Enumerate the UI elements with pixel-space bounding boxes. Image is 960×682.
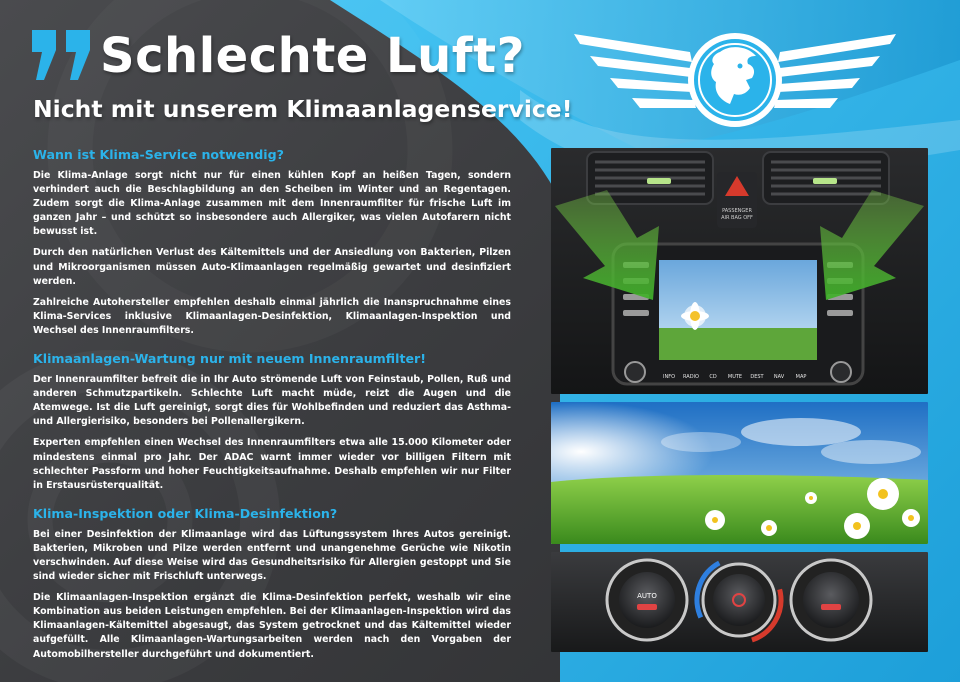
paragraph: Experten empfehlen einen Wechsel des Innenraumfilters etwa alle 15.000 Kilometer oder mindestens einmal pro Jahr. Der ADAC warnt immer wieder vor billigen Filtern mit schlechter Passform und hoher Feuchtigkeitsaufnahme. Deshalb empfehlen wir nur Filter in Erstausrüsterqualität. bbox=[33, 437, 511, 491]
paragraph: Der Innenraumfilter befreit die in Ihr Auto strömende Luft von Feinstaub, Pollen, Ruß und anderen Schmutzpartikeln. Schlechte Luft macht müde, reizt die Augen und die Atemwege. Ist die Luft gereinigt, sorgt dies für Wohlbefinden und reduziert das Asthma- und Allergierisiko, besonders bei Pollenallergikern. bbox=[33, 374, 511, 428]
svg-text:AUTO: AUTO bbox=[637, 592, 657, 600]
svg-text:CD: CD bbox=[709, 374, 717, 380]
section-title: Klimaanlagen-Wartung nur mit neuem Innenraumfilter! bbox=[33, 351, 426, 367]
winged-lion-logo bbox=[570, 22, 900, 134]
svg-text:INFO: INFO bbox=[662, 374, 676, 380]
svg-text:MUTE: MUTE bbox=[727, 374, 743, 380]
section-inspektion bbox=[33, 505, 511, 662]
section-title: Wann ist Klima-Service notwendig? bbox=[33, 147, 284, 162]
article-content bbox=[33, 146, 511, 674]
paragraph: Zahlreiche Autohersteller empfehlen deshalb einmal jährlich die Inanspruchnahme eines Klima-Services inklusive Klimaanlagen-Desinfektion, Klimaanlagen-Inspektion und Wechsel des Innenraumfilters. bbox=[33, 296, 511, 336]
climate-controls-photo bbox=[551, 552, 928, 652]
svg-text:RADIO: RADIO bbox=[683, 374, 699, 380]
svg-text:AIR BAG OFF: AIR BAG OFF bbox=[721, 215, 753, 221]
paragraph: Die Klima-Anlage sorgt nicht nur für einen kühlen Kopf an heißen Tagen, sondern verhindert auch die Beschlagbildung an den Scheiben im Winter und an Regentagen. Zudem sorgt die Klima-Anlage zusammen mit dem Innenraumfilter für frische Luft im ganzen Jahr – und schützt so insbesondere auch Allergiker, was vielen Autofarern nicht bewusst ist. bbox=[33, 170, 511, 238]
svg-text:NAV: NAV bbox=[773, 374, 785, 380]
section-title: Klima-Inspektion oder Klima-Desinfektion? bbox=[33, 505, 338, 521]
subheadline: Nicht mit unserem Klimaanlagenservice! bbox=[33, 95, 573, 123]
meadow-photo bbox=[551, 402, 928, 544]
svg-text:DEST: DEST bbox=[750, 374, 764, 380]
section-wann bbox=[33, 146, 511, 338]
section-wartung bbox=[33, 350, 511, 493]
quote-marks-icon bbox=[30, 28, 96, 82]
svg-text:PASSENGER: PASSENGER bbox=[722, 208, 752, 214]
headline: Schlechte Luft? bbox=[100, 28, 525, 84]
dashboard-photo bbox=[551, 148, 928, 394]
paragraph: Bei einer Desinfektion der Klimaanlage wird das Lüftungssystem Ihres Autos gereinigt. Bakterien, Mikroben und Pilze werden entfernt und unangenehme Gerüche wie Nikotin verschwinden. Auf diese Weise wird das Gesundheitsrisiko für Allergien gestoppt und Sie sind wieder sicher mit Frischluft unterwegs. bbox=[33, 528, 511, 583]
paragraph: Durch den natürlichen Verlust des Kältemittels und der Ansiedlung von Bakterien, Pilzen und Mikroorganismen müssen Auto-Klimaanlagen regelmäßig gewartet und desinfiziert werden. bbox=[33, 247, 511, 287]
svg-text:MAP: MAP bbox=[795, 374, 807, 380]
paragraph: Die Klimaanlagen-Inspektion ergänzt die Klima-Desinfektion perfekt, weshalb wir eine Kombination aus beiden Leistungen empfehlen. Bei der Klimaanlagen-Inspektion wird das Klimaanlagen-Kältemittel abgesaugt, das System getrocknet und das Kältemittel wieder aufgefüllt. Alle Klimaanlagen-Wartungsarbeiten werden nach den Vorgaben der Automobilhersteller durchgeführt und dokumentiert. bbox=[33, 592, 511, 660]
